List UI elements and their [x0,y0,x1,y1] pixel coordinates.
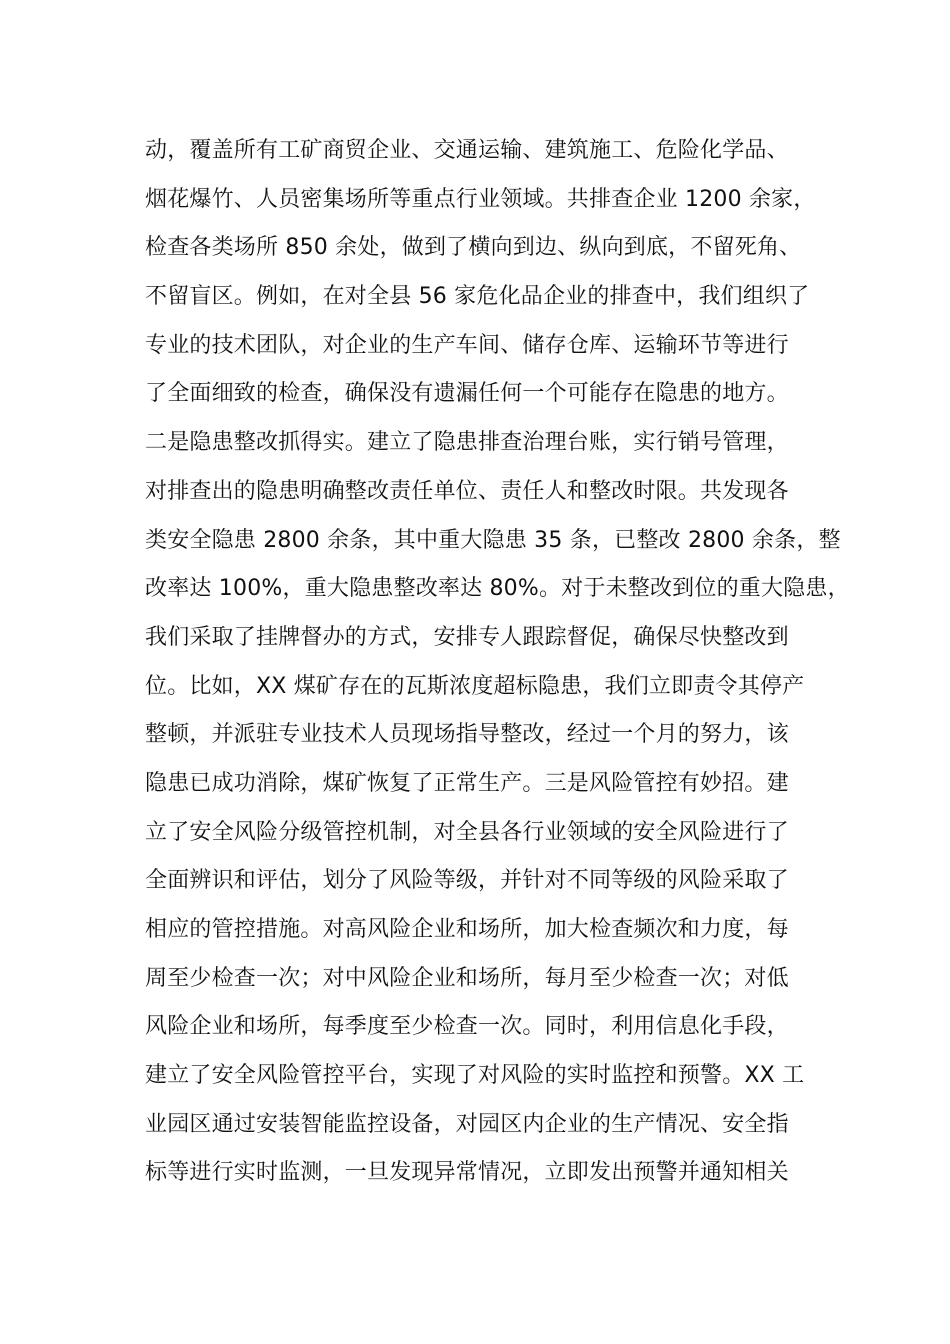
text-line: 检查各类场所 850 余处，做到了横向到边、纵向到底，不留死角、 [145,235,802,261]
text-line: 对排查出的隐患明确整改责任单位、责任人和整改时限。共发现各 [145,478,789,504]
text-line: 风险企业和场所，每季度至少检查一次。同时，利用信息化手段， [145,1014,789,1040]
text-line: 了全面细致的检查，确保没有遗漏任何一个可能存在隐患的地方。 [145,381,789,407]
text-line: 标等进行实时监测，一旦发现异常情况，立即发出预警并通知相关 [145,1160,789,1186]
text-line: 我们采取了挂牌督办的方式，安排专人跟踪督促，确保尽快整改到 [145,624,789,650]
text-line: 类安全隐患 2800 余条，其中重大隐患 35 条，已整改 2800 余条，整 [145,527,841,553]
text-line: 整顿，并派驻专业技术人员现场指导整改，经过一个月的努力，该 [145,722,789,748]
text-line: 周至少检查一次；对中风险企业和场所，每月至少检查一次；对低 [145,965,789,991]
text-line: 动，覆盖所有工矿商贸企业、交通运输、建筑施工、危险化学品、 [145,138,789,163]
text-line: 业园区通过安装智能监控设备，对园区内企业的生产情况、安全指 [145,1111,789,1137]
text-line: 全面辨识和评估，划分了风险等级，并针对不同等级的风险采取了 [145,868,789,894]
text-line: 不留盲区。例如，在对全县 56 家危化品企业的排查中，我们组织了 [145,284,810,310]
text-line: 立了安全风险分级管控机制，对全县各行业领域的安全风险进行了 [145,819,789,845]
text-line: 烟花爆竹、人员密集场所等重点行业领域。共排查企业 1200 余家， [145,186,816,212]
text-line: 专业的技术团队，对企业的生产车间、储存仓库、运输环节等进行 [145,332,789,358]
text-line: 改率达 100%，重大隐患整改率达 80%。对于未整改到位的重大隐患， [145,576,850,602]
text-line: 隐患已成功消除，煤矿恢复了正常生产。三是风险管控有妙招。建 [145,770,789,796]
text-line: 位。比如，XX 煤矿存在的瓦斯浓度超标隐患，我们立即责令其停产 [145,673,805,699]
text-line: 二是隐患整改抓得实。建立了隐患排查治理台账，实行销号管理， [145,430,789,456]
text-line: 相应的管控措施。对高风险企业和场所，加大检查频次和力度，每 [145,917,789,942]
body-text [145,127,850,1198]
text-line: 建立了安全风险管控平台，实现了对风险的实时监控和预警。XX 工 [145,1063,805,1089]
